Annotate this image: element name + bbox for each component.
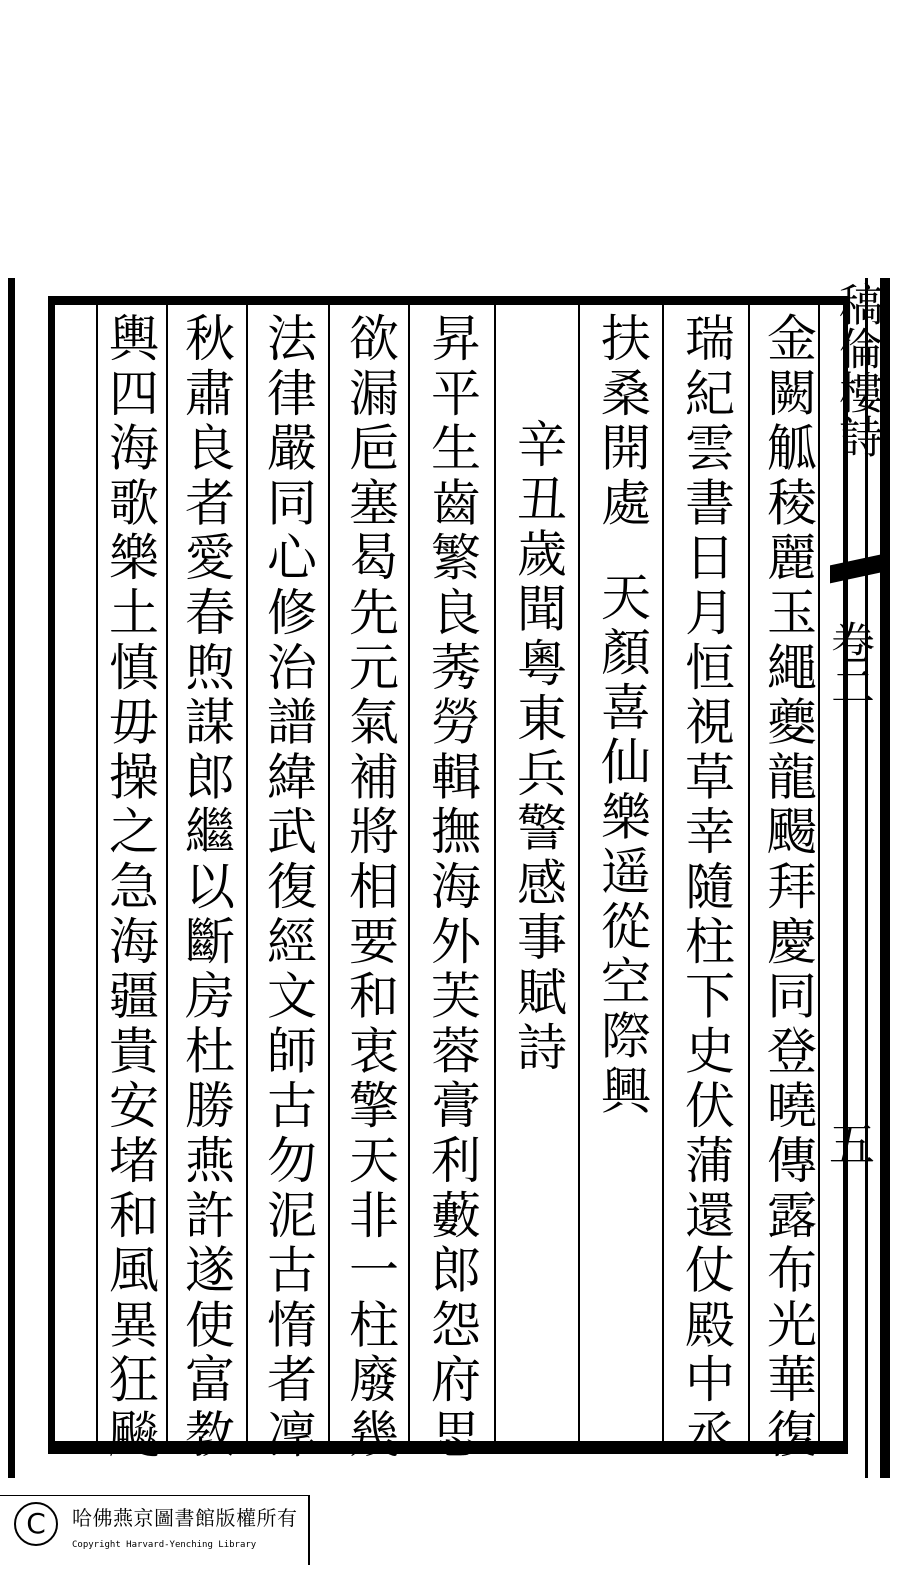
column-text: 金闕觚稜麗玉繩夔龍颺拜慶同登曉傳露布光華復 <box>759 312 817 1463</box>
column-rule <box>662 305 664 1441</box>
text-column-6 <box>340 312 400 1463</box>
column-text: 輿四海歌樂土慎毋操之急海疆貴安堵和風異狂飈 <box>101 312 159 1463</box>
text-column-8 <box>176 312 236 1463</box>
text-column-5 <box>422 312 482 1463</box>
column-text: 扶桑開處 <box>593 312 651 532</box>
text-column-9 <box>100 312 160 1463</box>
text-column-3 <box>592 312 652 1119</box>
copyright-stamp <box>0 1495 310 1565</box>
column-rule <box>246 305 248 1441</box>
copyright-english: Copyright Harvard-Yenching Library <box>72 1540 257 1550</box>
column-rule <box>748 305 750 1441</box>
text-column-2 <box>676 312 736 1463</box>
column-text: 秋肅良者愛春煦謀郎繼以斷房杜勝燕許遂使富教 <box>177 312 235 1463</box>
copyright-icon: C <box>14 1502 58 1546</box>
text-column-7 <box>258 312 318 1463</box>
column-text-elevated: 天顏喜仙樂遥從空際興 <box>593 571 651 1120</box>
binding-edge-right <box>880 278 890 1478</box>
column-rule <box>578 305 580 1441</box>
column-rule <box>328 305 330 1441</box>
column-rule <box>166 305 168 1441</box>
binding-edge-left <box>8 278 15 1478</box>
column-text: 法律嚴同心修治譜緯武復經文師古勿泥古惰者凜 <box>259 312 317 1463</box>
binding-edge-inner <box>865 278 868 1478</box>
banxin-title: 稿倫樓詩 <box>831 282 882 458</box>
column-text: 昇平生齒繁良莠勞輯撫海外芙蓉膏利藪郎怨府思 <box>423 312 481 1463</box>
leaf-number: 五 <box>822 1120 876 1166</box>
column-rule <box>494 305 496 1441</box>
column-rule <box>408 305 410 1441</box>
column-rule <box>818 305 820 1441</box>
poem-title: 辛丑歲聞粵東兵警感事賦詩 <box>509 418 567 1076</box>
column-rule <box>96 305 98 1441</box>
volume-label: 卷二 <box>823 620 874 708</box>
poem-title-column <box>508 418 568 1076</box>
column-text: 瑞紀雲書日月恒視草幸隨柱下史伏蒲還仗殿中丞 <box>677 312 735 1463</box>
copyright-chinese: 哈佛燕京圖書館版權所有 <box>72 1506 298 1530</box>
text-column-1 <box>758 312 818 1463</box>
column-text: 欲漏巵塞曷先元氣補將相要和衷擎天非一柱廢幾 <box>341 312 399 1463</box>
